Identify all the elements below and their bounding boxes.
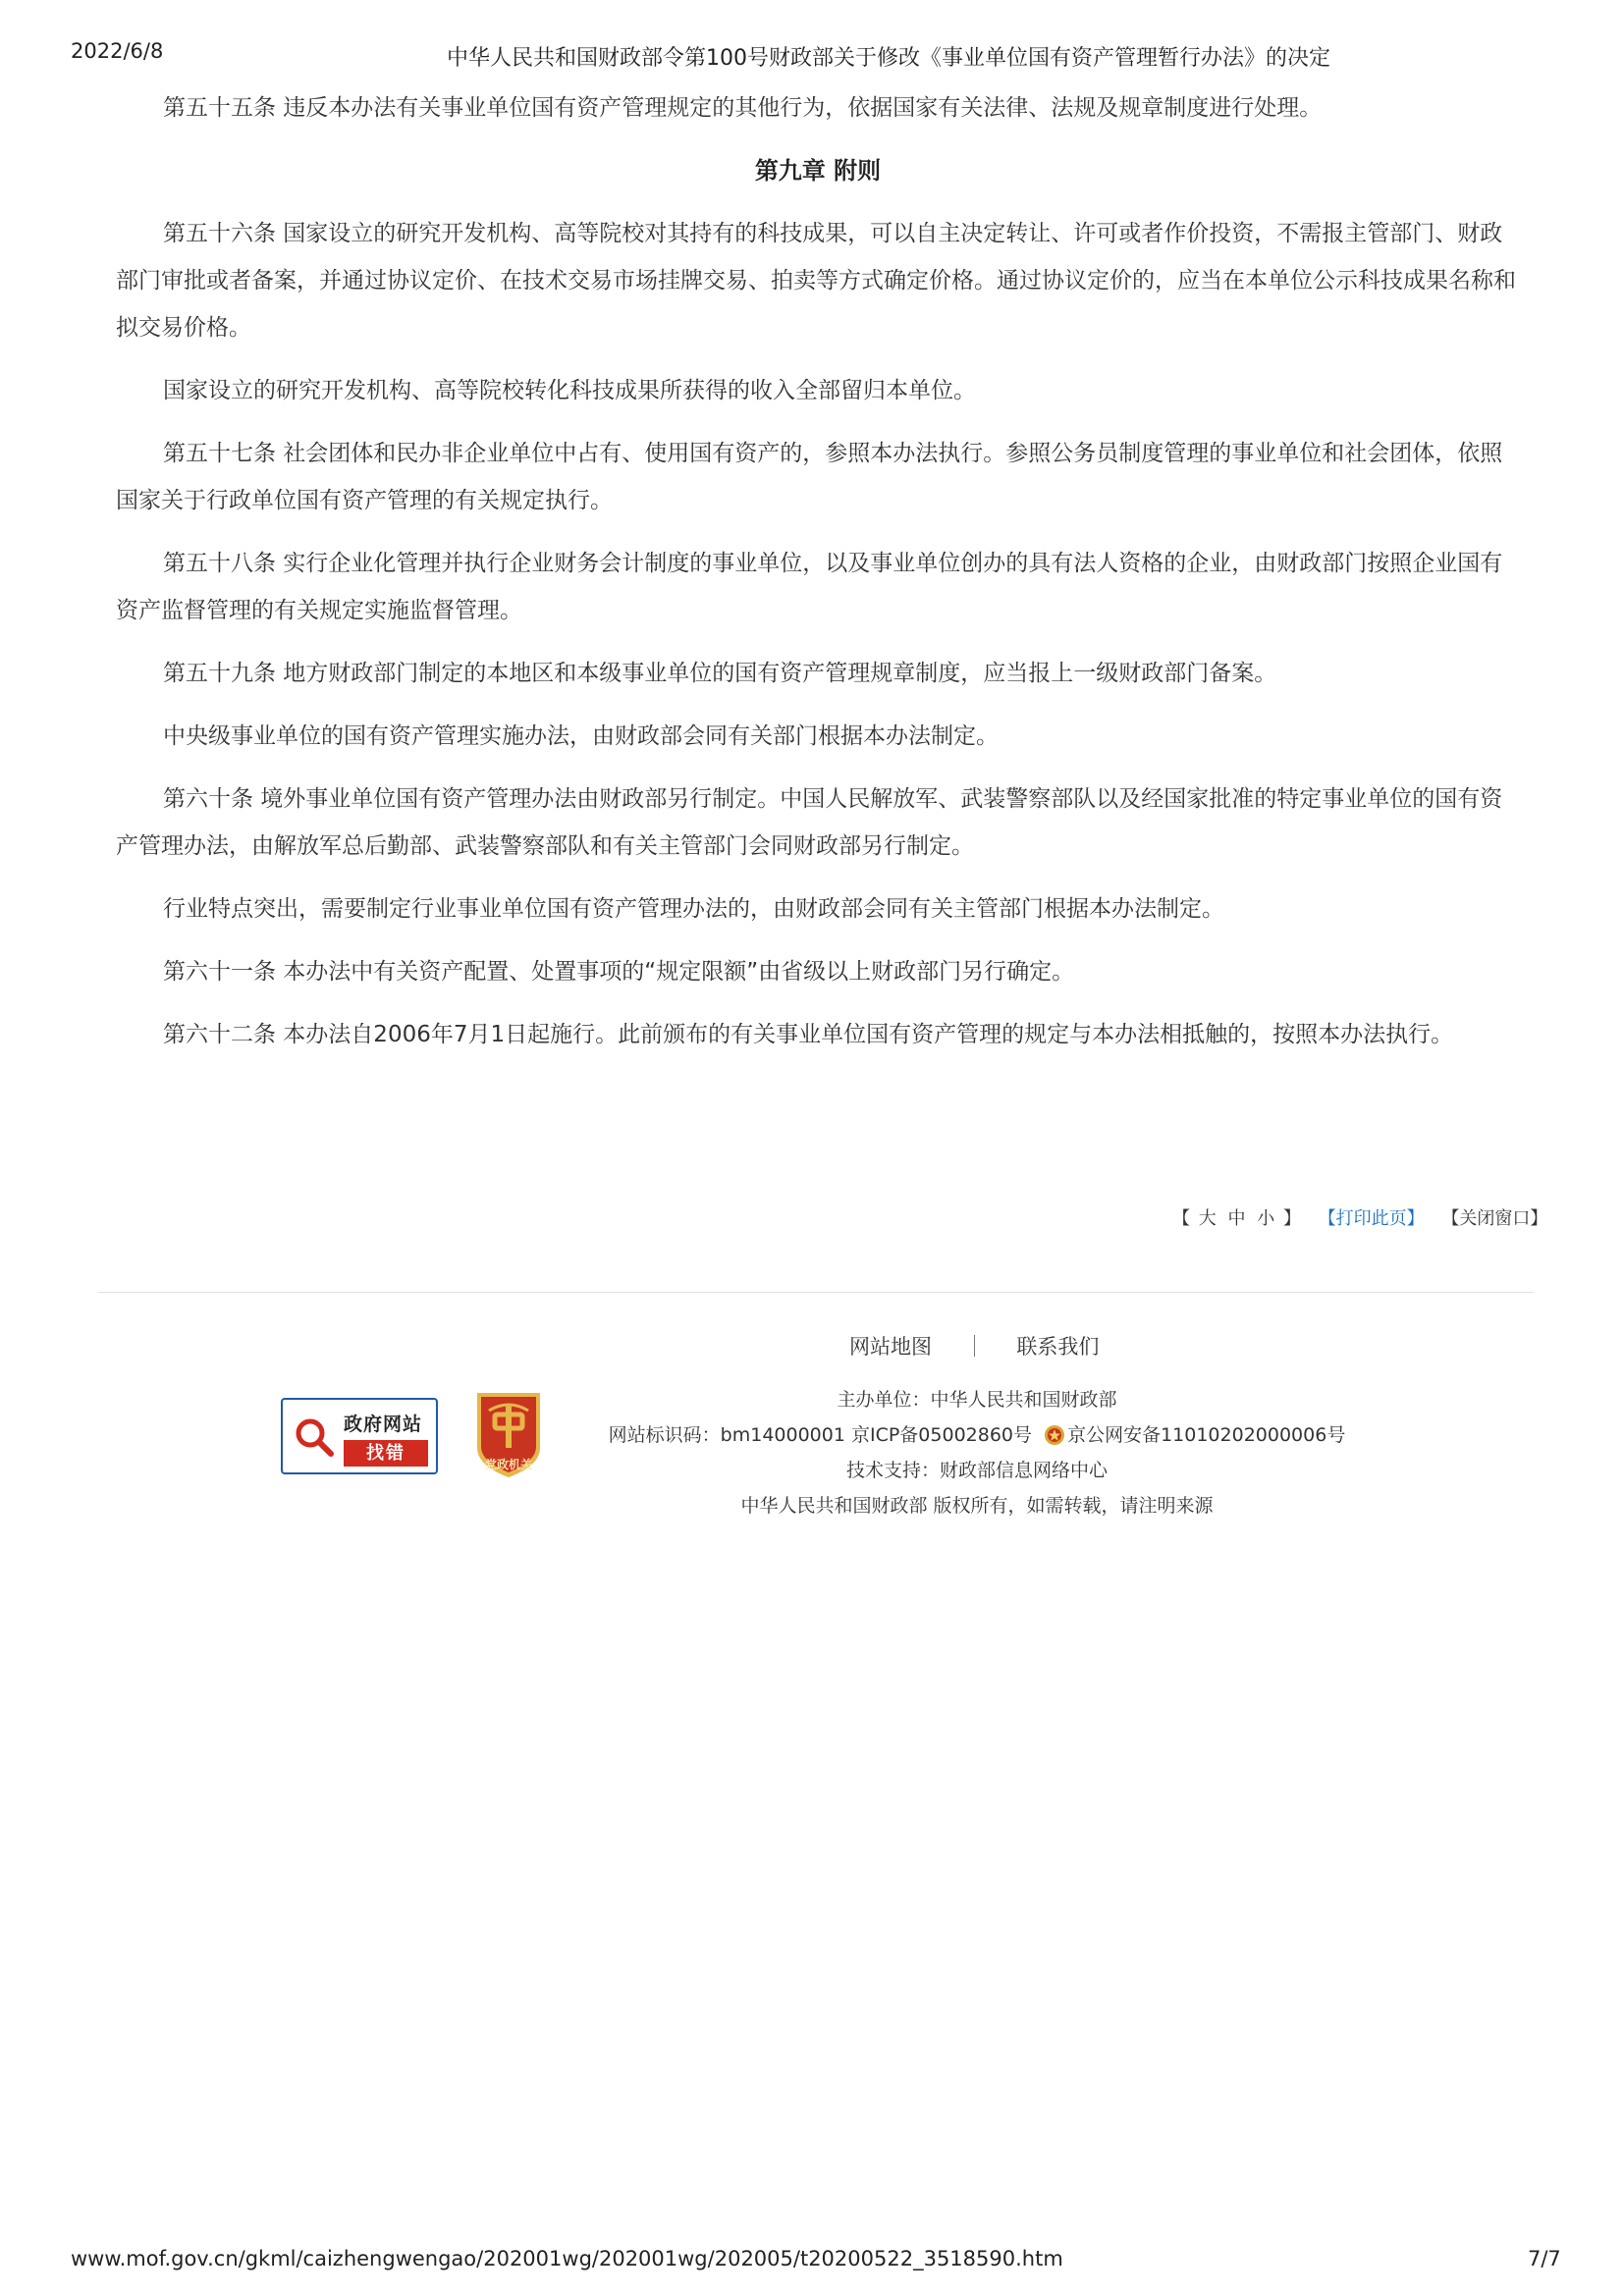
article-paragraph: 第五十六条 国家设立的研究开发机构、高等院校对其持有的科技成果，可以自主决定转让、许可或者作价投资，不需报主管部门、财政部门审批或者备案，并通过协议定价、在技术交易市场挂牌交易、拍卖等方式确定价格。通过协议定价的，应当在本单位公示科技成果名称和拟交易价格。 xyxy=(116,221,1516,341)
gov-site-report-error-badge[interactable] xyxy=(281,1398,438,1474)
close-window-link[interactable]: 【关闭窗口】 xyxy=(1441,1208,1548,1229)
article-paragraph: 行业特点突出，需要制定行业事业单位国有资产管理办法的，由财政部会同有关主管部门根据本办法制定。 xyxy=(163,896,1224,922)
magnifier-icon xyxy=(293,1415,334,1457)
article-paragraph: 第五十八条 实行企业化管理并执行企业财务会计制度的事业单位，以及事业单位创办的具有法人资格的企业，由财政部门按照企业国有资产监督管理的有关规定实施监督管理。 xyxy=(116,551,1503,623)
font-size-bracket-open: 【 xyxy=(1172,1208,1190,1229)
article-paragraph: 中央级事业单位的国有资产管理实施办法，由财政部会同有关部门根据本办法制定。 xyxy=(163,723,999,749)
footer-info xyxy=(560,1382,1394,1523)
footer-copyright: 中华人民共和国财政部 版权所有，如需转载，请注明来源 xyxy=(740,1495,1214,1517)
font-size-large-button[interactable]: 大 xyxy=(1198,1208,1217,1229)
article-paragraph: 国家设立的研究开发机构、高等院校转化科技成果所获得的收入全部留归本单位。 xyxy=(163,378,976,403)
print-page-number: 7/7 xyxy=(1528,2247,1561,2270)
footer-nav xyxy=(849,1331,1099,1361)
chapter-heading: 第九章 附则 xyxy=(754,157,882,185)
font-size-bracket-close: 】 xyxy=(1282,1208,1301,1229)
article-section-after xyxy=(116,210,1520,1058)
contact-link[interactable]: 联系我们 xyxy=(1016,1335,1100,1359)
badge-party-label: 党政机关 xyxy=(484,1458,532,1471)
article-paragraph: 第五十五条 违反本办法有关事业单位国有资产管理规定的其他行为，依据国家有关法律、法规及规章制度进行处理。 xyxy=(163,95,1323,121)
sitemap-link[interactable]: 网站地图 xyxy=(849,1335,932,1359)
article-tools xyxy=(1172,1204,1547,1230)
badge-gov-line2: 找错 xyxy=(344,1440,428,1467)
footer-site-id: 网站标识码：bm14000001 xyxy=(608,1424,845,1446)
footer-record-line xyxy=(560,1417,1394,1453)
article-paragraph: 第六十条 境外事业单位国有资产管理办法由财政部另行制定。中国人民解放军、武装警察部队以及经国家批准的特定事业单位的国有资产管理办法，由解放军总后勤部、武装警察部队和有关主管部门会同财政部另行制定。 xyxy=(116,786,1503,859)
badge-gov-line1: 政府网站 xyxy=(344,1414,423,1435)
footer-nav-separator xyxy=(974,1335,975,1357)
footer-divider xyxy=(98,1292,1534,1293)
footer-tech-support: 技术支持：财政部信息网络中心 xyxy=(845,1460,1108,1481)
police-badge-icon xyxy=(1044,1424,1065,1446)
footer-police-record-link[interactable]: 京公网安备11010202000006号 xyxy=(1067,1424,1346,1446)
font-size-medium-button[interactable]: 中 xyxy=(1227,1208,1246,1229)
article-paragraph: 第六十一条 本办法中有关资产配置、处置事项的“规定限额”由省级以上财政部门另行确定。 xyxy=(163,959,1075,985)
article-paragraph: 第五十七条 社会团体和民办非企业单位中占有、使用国有资产的，参照本办法执行。参照公务员制度管理的事业单位和社会团体，依照国家关于行政单位国有资产管理的有关规定执行。 xyxy=(116,441,1503,513)
article-section-before xyxy=(116,84,1520,132)
footer-host: 主办单位：中华人民共和国财政部 xyxy=(837,1389,1117,1411)
print-page-link[interactable]: 【打印此页】 xyxy=(1318,1208,1425,1229)
font-size-control xyxy=(1172,1204,1301,1230)
footer-icp-link[interactable]: 京ICP备05002860号 xyxy=(850,1424,1033,1446)
article-paragraph: 第六十二条 本办法自2006年7月1日起施行。此前颁布的有关事业单位国有资产管理的规定与本办法相抵触的，按照本办法执行。 xyxy=(163,1022,1454,1047)
font-size-small-button[interactable]: 小 xyxy=(1257,1208,1275,1229)
print-page-title: 中华人民共和国财政部令第100号财政部关于修改《事业单位国有资产管理暂行办法》的决定 xyxy=(447,46,1330,71)
print-url: www.mof.gov.cn/gkml/caizhengwengao/202001wg/202001wg/202005/t20200522_3518590.htm xyxy=(71,2247,1063,2270)
party-gov-organ-badge[interactable] xyxy=(469,1387,548,1481)
article-body xyxy=(116,84,1520,1074)
print-date: 2022/6/8 xyxy=(71,39,164,63)
article-paragraph: 第五十九条 地方财政部门制定的本地区和本级事业单位的国有资产管理规章制度，应当报上一级财政部门备案。 xyxy=(163,661,1277,686)
